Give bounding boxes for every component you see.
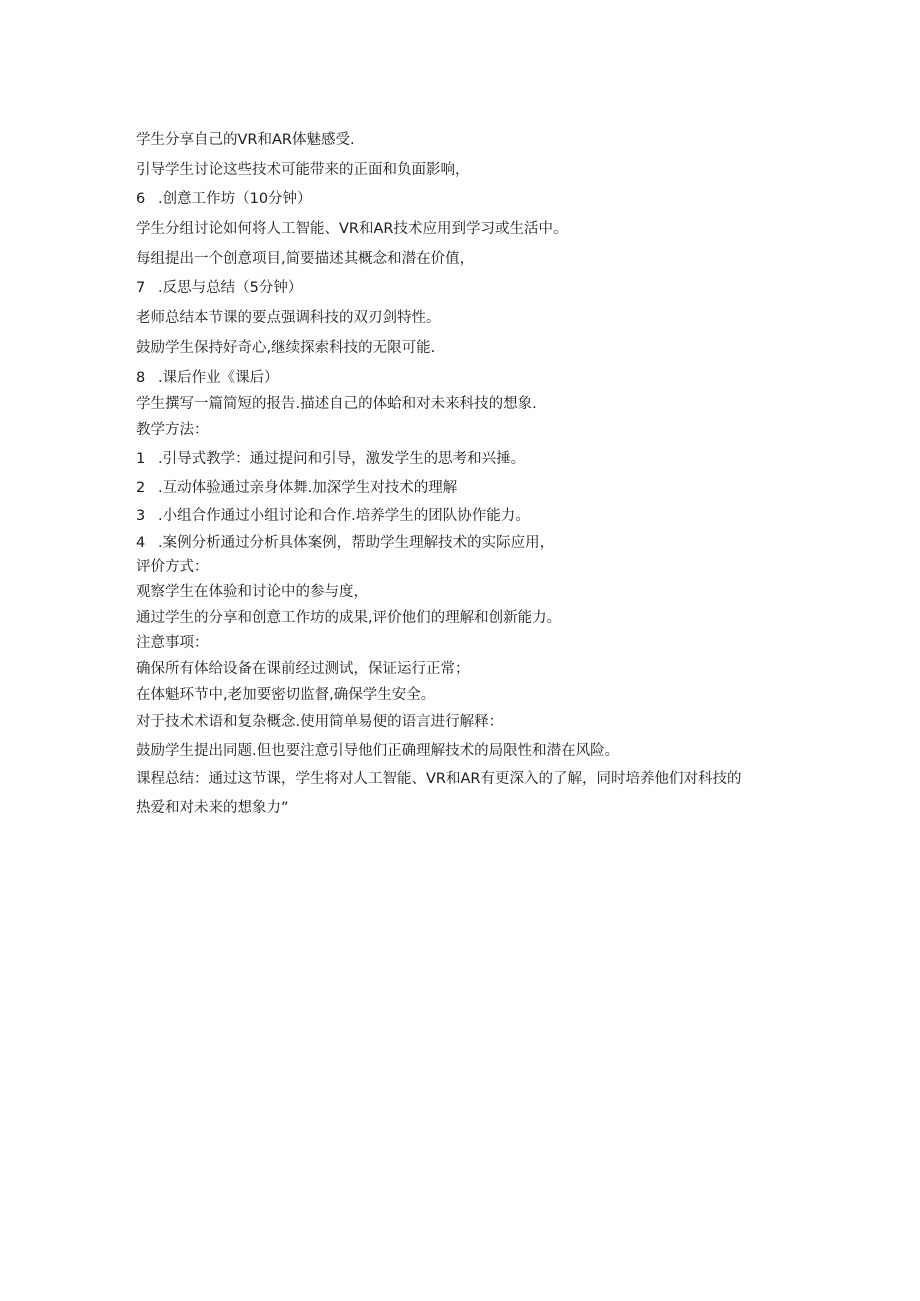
item-number: 3 bbox=[136, 508, 146, 524]
item-number: 4 bbox=[136, 535, 146, 551]
section-label: 教学方法： bbox=[136, 422, 209, 438]
text-line: 引导学生讨论这些技术可能带来的正面和负面影响， bbox=[136, 162, 470, 178]
numbered-item: 4 .案例分析通过分析具体案例，帮助学生理解技术的实际应用， bbox=[136, 535, 555, 551]
text-line: 在体魁环节中,老加要密切监督,确保学生安全。 bbox=[136, 687, 436, 703]
text-line: 对于技术术语和复杂概念.使用简单易便的语言进行解释： bbox=[136, 714, 504, 730]
text-line: 学生分组讨论如何将人工智能、VR和AR技术应用到学习或生活中。 bbox=[136, 221, 568, 237]
item-number: 1 bbox=[136, 451, 146, 467]
numbered-heading: 7 .反思与总结（5分钟） bbox=[136, 280, 303, 296]
item-number: 2 bbox=[136, 480, 146, 496]
text-line: 通过学生的分享和创意工作坊的成果,评价他们的理解和创新能力。 bbox=[136, 610, 562, 626]
numbered-heading: 6 .创意工作坊（10分钟） bbox=[136, 191, 312, 207]
text-line: 鼓励学生提出同题.但也要注意引导他们正确理解技术的局限性和潜在风险。 bbox=[136, 743, 620, 759]
text-line: 观察学生在体验和讨论中的参与度， bbox=[136, 584, 368, 600]
text-line: 热爱和对未来的想象力” bbox=[136, 800, 289, 816]
text-line: 鼓励学生保持好奇心,继续探索科技的无限可能. bbox=[136, 340, 436, 356]
text-line: 确保所有体给设备在课前经过测试，保证运行正常； bbox=[136, 661, 470, 677]
section-label: 注意事项： bbox=[136, 635, 209, 651]
text-line: 课程总结：通过这节课，学生将对人工智能、VR和AR有更深入的了解，同时培养他们对科技的 bbox=[136, 771, 742, 787]
text-line: 老师总结本节课的要点强调科技的双刃剑特性。 bbox=[136, 310, 441, 326]
numbered-item: 3 .小组合作通过小组讨论和合作.培养学生的团队协作能力。 bbox=[136, 508, 530, 524]
numbered-heading: 8 .课后作业《课后） bbox=[136, 370, 279, 386]
text-line: 学生撰写一篇简短的报告.描述自己的体蛤和对未来科技的想象. bbox=[136, 396, 537, 412]
section-label: 评价方式： bbox=[136, 559, 209, 575]
numbered-item: 1 .引导式教学：通过提问和引导，激发学生的思考和兴捶。 bbox=[136, 451, 526, 467]
text-line: 学生分享自己的VR和AR体魅感受. bbox=[136, 132, 355, 148]
numbered-item: 2 .互动体验通过亲身体舞.加深学生对技术的理解 bbox=[136, 480, 458, 496]
item-number: 6 bbox=[136, 191, 146, 207]
text-line: 每组提出一个创意项目,简要描述其概念和潜在价值， bbox=[136, 251, 475, 267]
item-number: 7 bbox=[136, 280, 146, 296]
item-number: 8 bbox=[136, 370, 146, 386]
